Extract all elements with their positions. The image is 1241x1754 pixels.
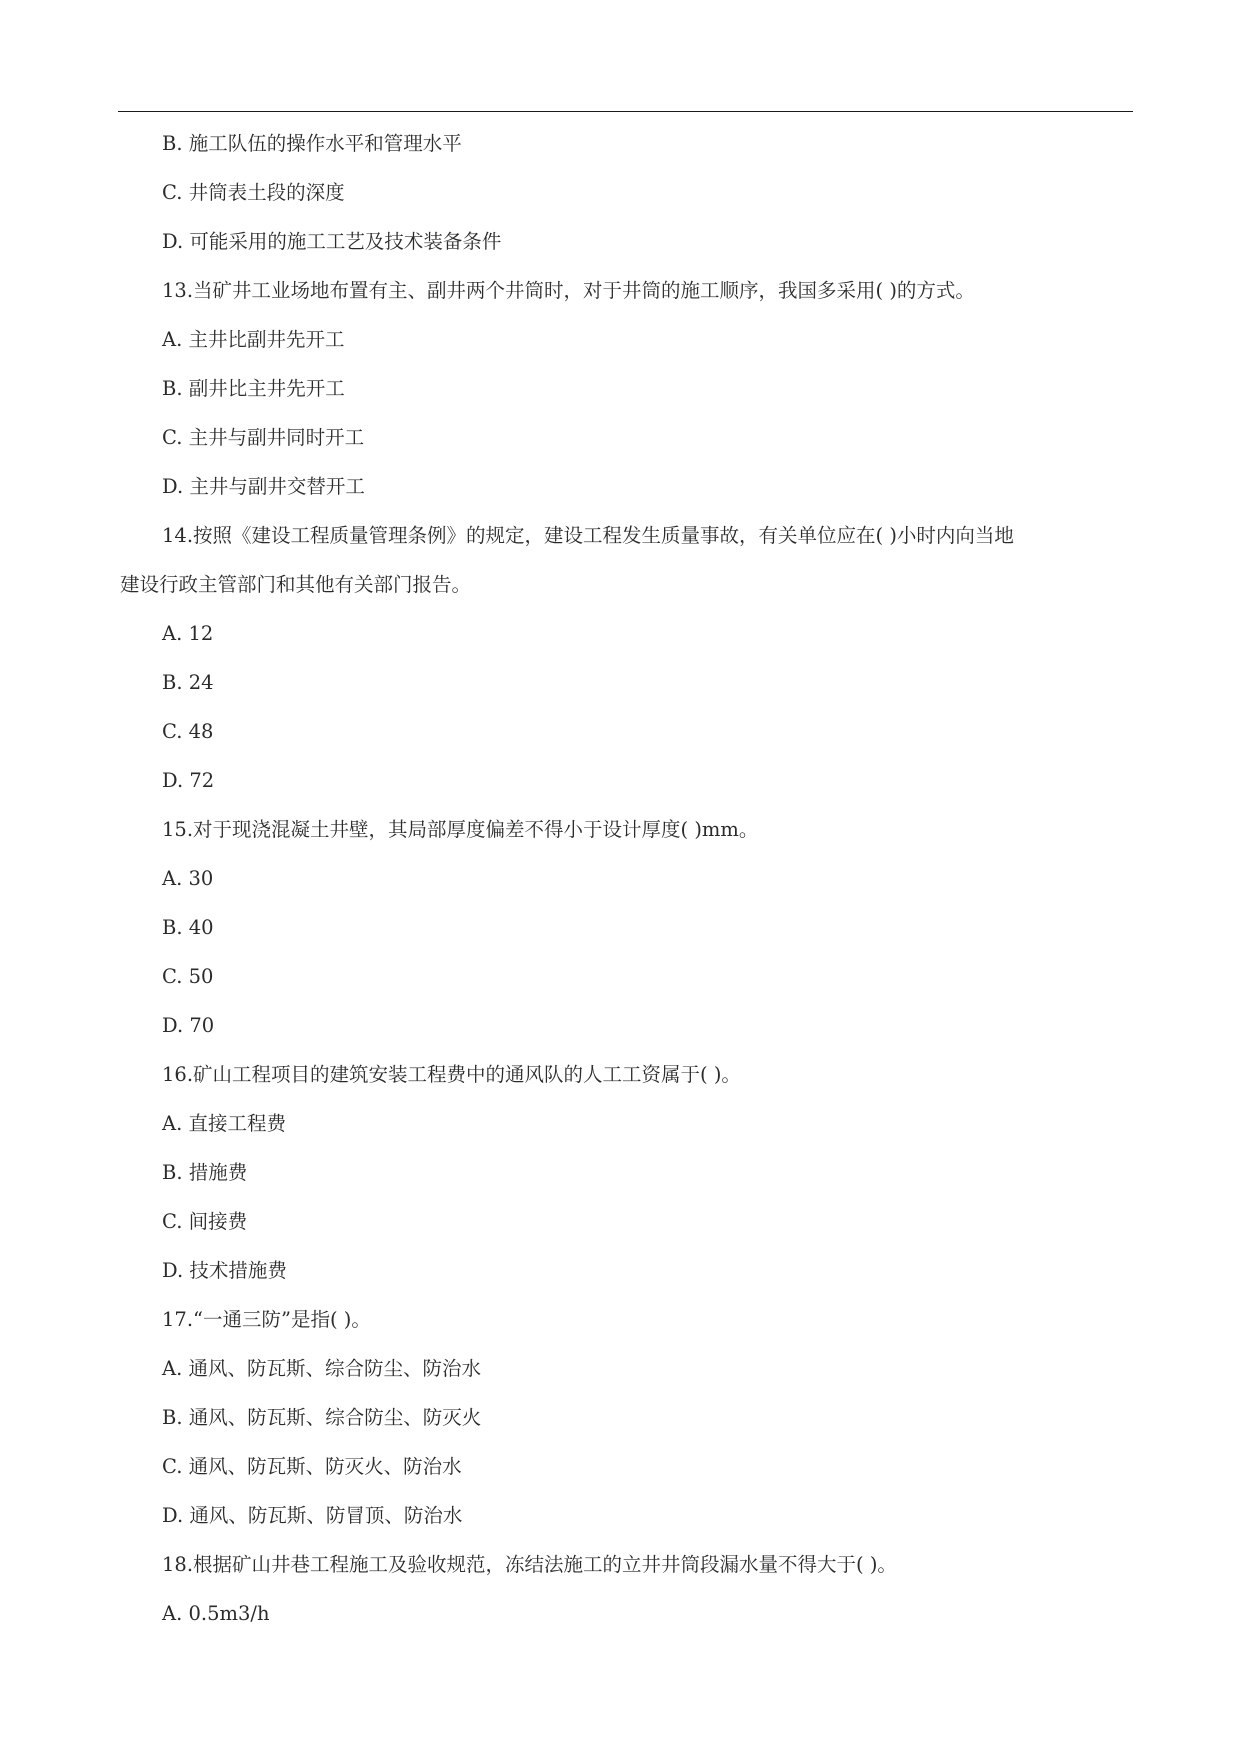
option-line: A. 12 xyxy=(162,622,214,645)
option-line: C. 间接费 xyxy=(162,1210,248,1233)
option-line: D. 72 xyxy=(162,769,215,792)
option-line: A. 主井比副井先开工 xyxy=(162,328,345,351)
option-line: A. 直接工程费 xyxy=(162,1112,286,1135)
option-line: B. 40 xyxy=(162,916,214,939)
option-line: D. 通风、防瓦斯、防冒顶、防治水 xyxy=(162,1504,463,1527)
question-line: 14.按照《建设工程质量管理条例》的规定，建设工程发生质量事故，有关单位应在( )小时内向当地 xyxy=(162,524,1014,547)
option-line: C. 通风、防瓦斯、防灭火、防治水 xyxy=(162,1455,462,1478)
option-line: B. 24 xyxy=(162,671,214,694)
option-line: D. 70 xyxy=(162,1014,215,1037)
option-line: D. 主井与副井交替开工 xyxy=(162,475,365,498)
question-line: 15.对于现浇混凝土井壁，其局部厚度偏差不得小于设计厚度( )mm。 xyxy=(162,818,759,841)
option-line: B. 施工队伍的操作水平和管理水平 xyxy=(162,132,462,155)
question-continuation-line: 建设行政主管部门和其他有关部门报告。 xyxy=(120,573,472,596)
question-line: 17.“一通三防”是指( )。 xyxy=(162,1308,371,1331)
header-rule xyxy=(118,111,1133,112)
option-line: C. 主井与副井同时开工 xyxy=(162,426,365,449)
option-line: B. 措施费 xyxy=(162,1161,248,1184)
option-line: B. 通风、防瓦斯、综合防尘、防灭火 xyxy=(162,1406,482,1429)
option-line: C. 井筒表土段的深度 xyxy=(162,181,345,204)
option-line: C. 48 xyxy=(162,720,214,743)
option-line: A. 0.5m3/h xyxy=(162,1602,270,1625)
option-line: A. 通风、防瓦斯、综合防尘、防治水 xyxy=(162,1357,481,1380)
question-line: 18.根据矿山井巷工程施工及验收规范，冻结法施工的立井井筒段漏水量不得大于( )。 xyxy=(162,1553,897,1576)
option-line: D. 技术措施费 xyxy=(162,1259,287,1282)
option-line: C. 50 xyxy=(162,965,214,988)
option-line: B. 副井比主井先开工 xyxy=(162,377,345,400)
question-line: 16.矿山工程项目的建筑安装工程费中的通风队的人工工资属于( )。 xyxy=(162,1063,741,1086)
option-line: D. 可能采用的施工工艺及技术装备条件 xyxy=(162,230,502,253)
question-line: 13.当矿井工业场地布置有主、副井两个井筒时，对于井筒的施工顺序，我国多采用( )的方式。 xyxy=(162,279,975,302)
option-line: A. 30 xyxy=(162,867,214,890)
